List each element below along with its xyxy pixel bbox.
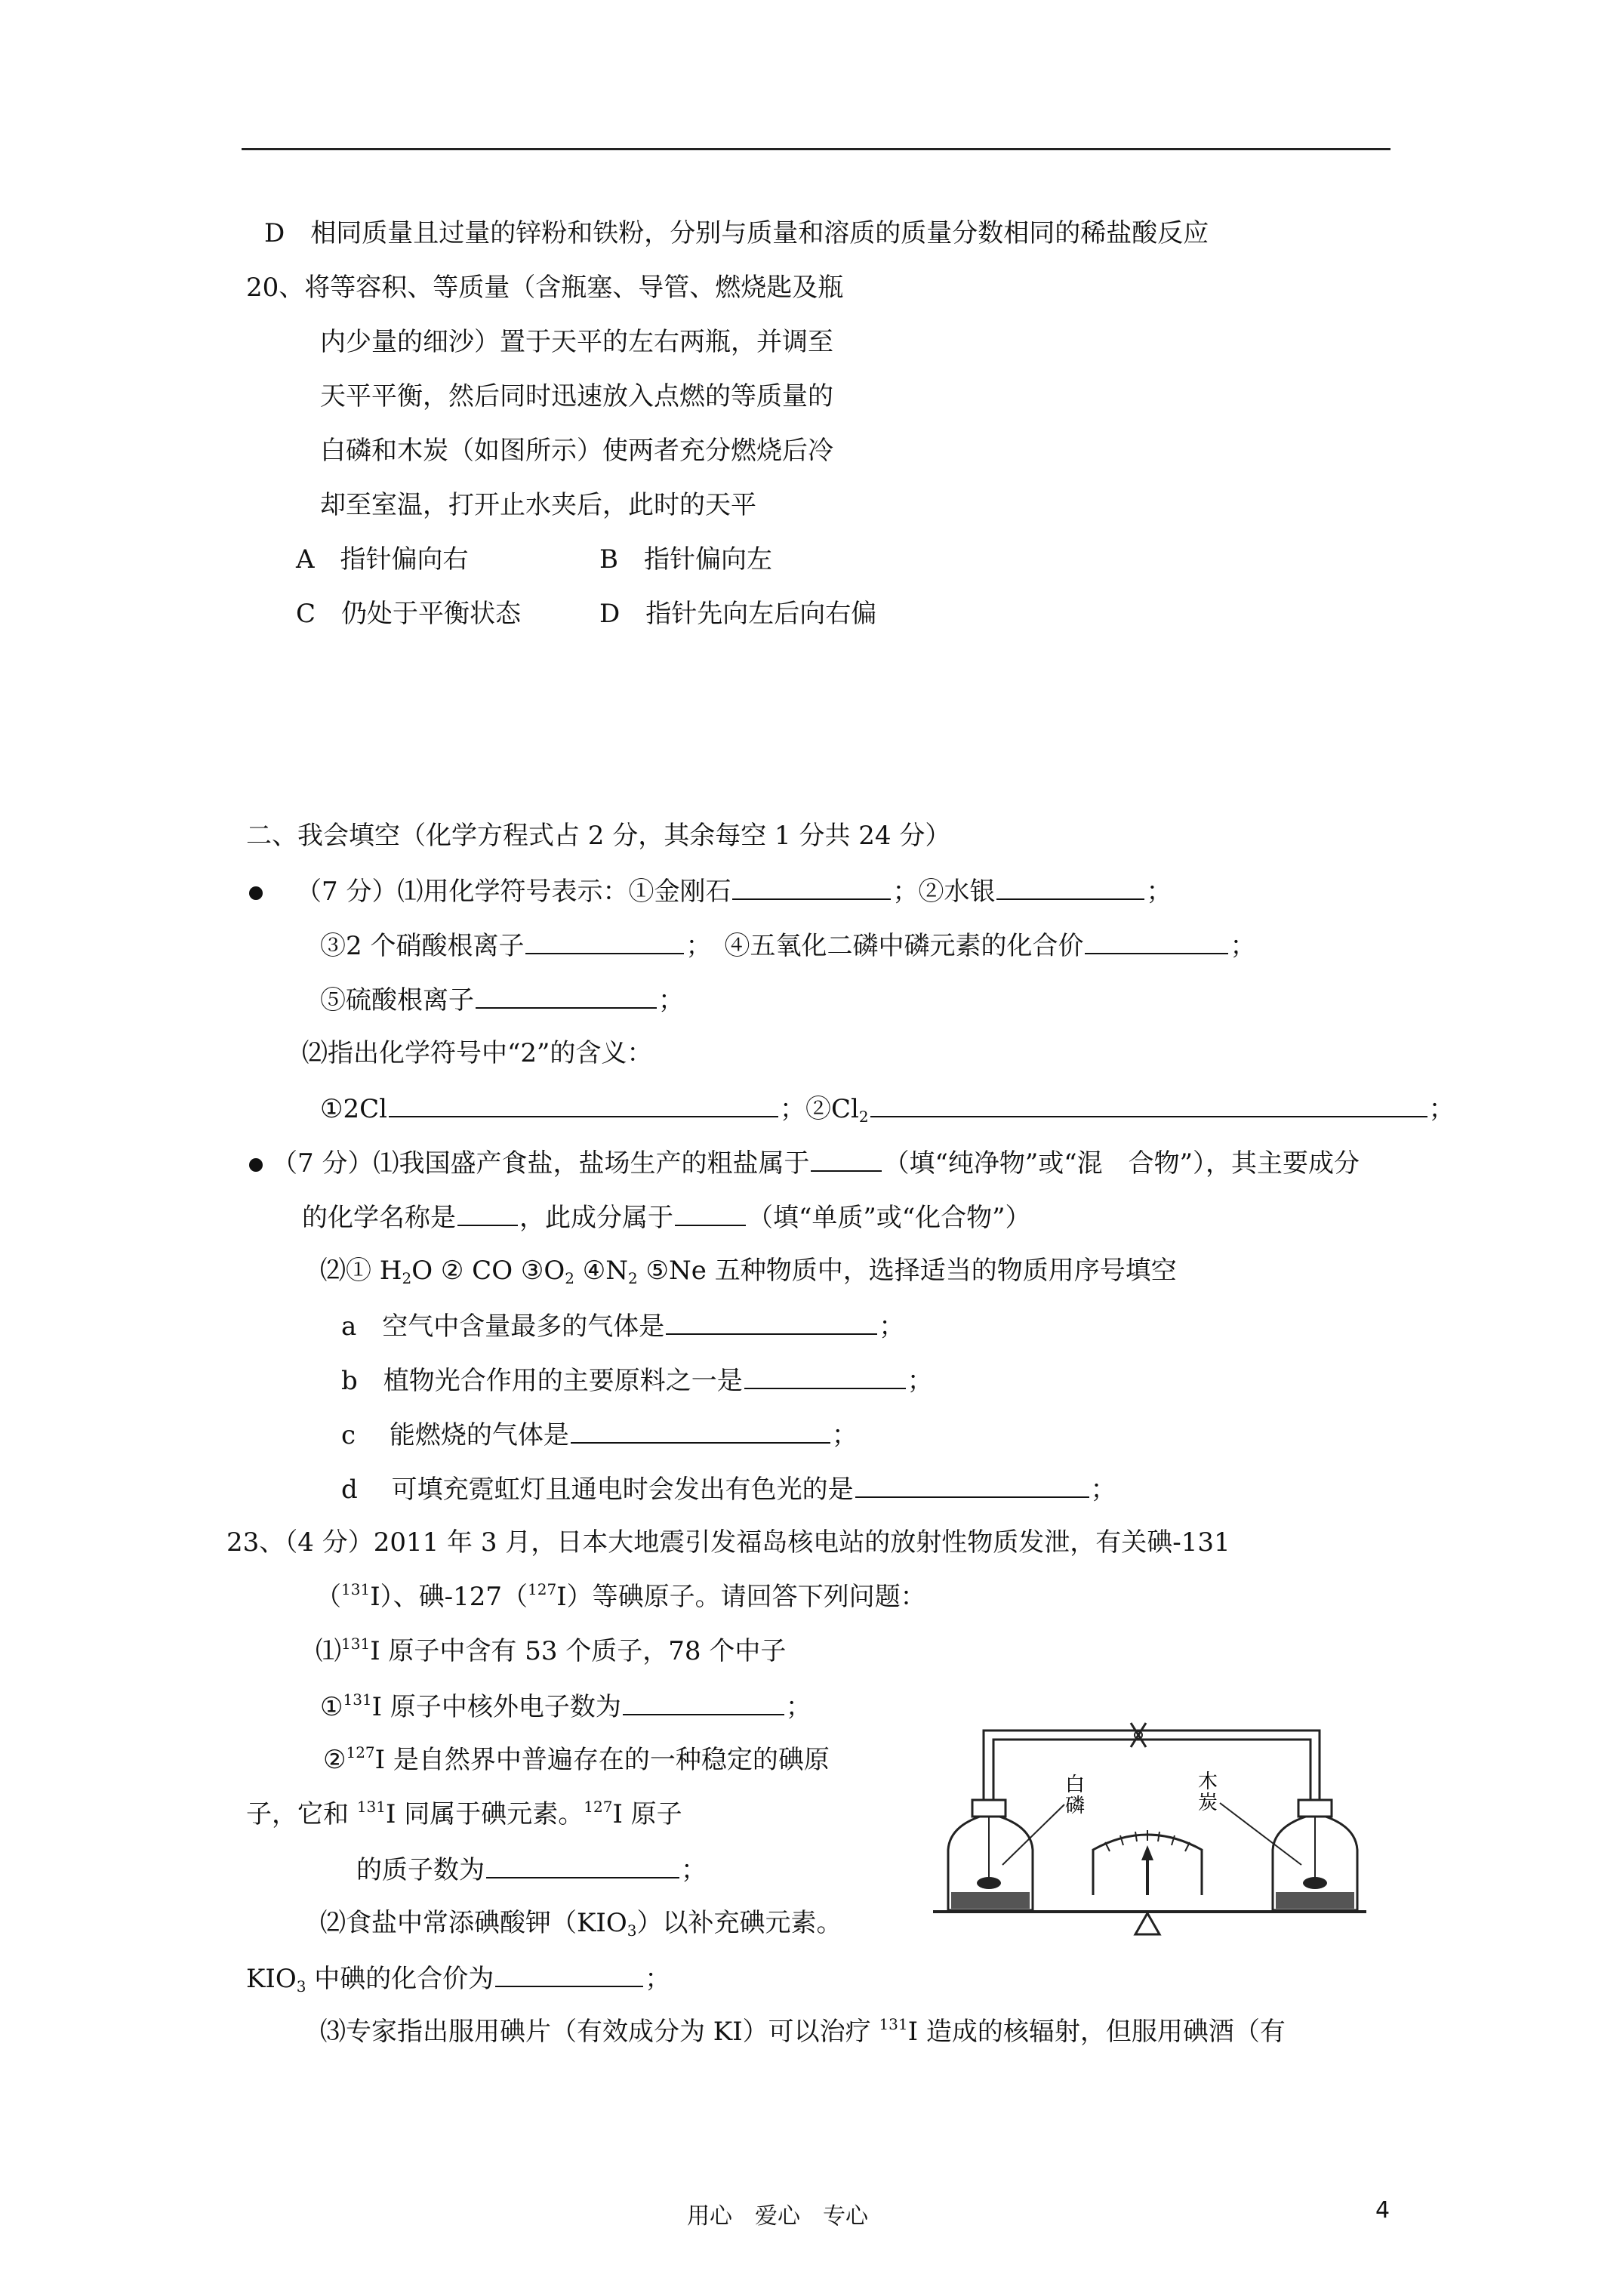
q23-line-4: ①$^{131}$I 原子中核外电子数为 ； xyxy=(320,1688,812,1724)
answer-blank[interactable] xyxy=(389,1090,778,1117)
answer-blank[interactable] xyxy=(525,927,684,954)
q22-line-c: c 能燃烧的气体是 ； xyxy=(341,1416,858,1453)
q21-line-1: （7 分）⑴用化学符号表示：①金刚石 ；②水银 ； xyxy=(249,873,1172,909)
q20-stem-3: 天平平衡，然后同时迅速放入点燃的等质量的 xyxy=(320,381,833,411)
answer-blank[interactable] xyxy=(495,1960,643,1987)
page-number: 4 xyxy=(1375,2197,1390,2224)
answer-blank[interactable] xyxy=(623,1688,784,1715)
q23-line-1: 23、（4 分）2011 年 3 月，日本大地震引发福岛核电站的放射性物质发泄，有关碘-131 xyxy=(226,1527,1230,1558)
q23-line-8: ⑵食盐中常添碘酸钾$(KIO_3)$以补充碘元素。 xyxy=(320,1908,842,1940)
bullet-icon xyxy=(249,886,263,900)
header-rule xyxy=(242,148,1390,150)
label-mu: 木 xyxy=(1197,1771,1218,1793)
q20-option-a: A 指针偏向右 xyxy=(296,544,469,575)
q22-line-1: （7 分）⑴我国盛产食盐，盐场生产的粗盐属于 （填“纯净物”或“混 合物”），其主要成分 xyxy=(249,1145,1360,1181)
answer-blank[interactable] xyxy=(476,982,657,1009)
q20-stem-4: 白磷和木炭（如图所示）使两者充分燃烧后冷 xyxy=(320,436,833,466)
clamp-icon xyxy=(1131,1723,1146,1747)
answer-blank[interactable] xyxy=(486,1851,679,1878)
q20-stem-2: 内少量的细沙）置于天平的左右两瓶，并调至 xyxy=(320,327,833,357)
q20-option-c: C 仍处于平衡状态 xyxy=(296,599,522,629)
q22-line-a: a 空气中含量最多的气体是 ； xyxy=(341,1308,904,1344)
q21-line-2: ③2 个硝酸根离子 ； ④五氧化二磷中磷元素的化合价 ； xyxy=(320,927,1255,963)
q20-stem-1: 20、将等容积、等质量（含瓶塞、导管、燃烧匙及瓶 xyxy=(246,273,844,303)
q22-line-2: 的化学名称是 ，此成分属于 （填“单质”或“化合物”） xyxy=(302,1199,1031,1235)
q23-line-9: $KIO_3$ 中碘的化合价为 ； xyxy=(246,1960,670,1996)
q21-line-5: ①2Cl ；$②Cl_2$ ； xyxy=(320,1090,1455,1126)
q23-line-5: ②$^{127}$I 是自然界中普遍存在的一种稳定的碘原 xyxy=(323,1743,830,1775)
answer-blank[interactable] xyxy=(675,1199,746,1226)
answer-blank[interactable] xyxy=(855,1471,1089,1498)
answer-blank[interactable] xyxy=(571,1416,830,1444)
answer-blank[interactable] xyxy=(457,1199,518,1226)
label-lin: 磷 xyxy=(1064,1795,1086,1817)
q22-line-b: b 植物光合作用的主要原料之一是 ； xyxy=(341,1362,933,1398)
answer-blank[interactable] xyxy=(870,1090,1427,1117)
answer-blank[interactable] xyxy=(1085,927,1228,954)
footer-motto: 用心 爱心 专心 xyxy=(687,2203,868,2230)
answer-blank[interactable] xyxy=(666,1308,877,1335)
answer-blank[interactable] xyxy=(996,873,1144,900)
balance-diagram xyxy=(927,1721,1372,1940)
q21-line-3: ⑤硫酸根离子 ； xyxy=(320,982,684,1018)
answer-blank[interactable] xyxy=(744,1362,906,1389)
q20-option-d: D 指针先向左后向右偏 xyxy=(599,599,877,629)
right-bottle xyxy=(1273,1800,1357,1910)
q23-line-7: 的质子数为 ； xyxy=(356,1851,707,1888)
q22-line-d: d 可填充霓虹灯且通电时会发出有色光的是 ； xyxy=(341,1471,1116,1507)
answer-blank[interactable] xyxy=(732,873,891,900)
label-tan: 炭 xyxy=(1197,1792,1218,1814)
q21-line-4: ⑵指出化学符号中“2”的含义： xyxy=(302,1038,653,1068)
q23-line-3: ⑴$^{131}$I 原子中含有 53 个质子，78 个中子 xyxy=(316,1635,787,1666)
answer-blank[interactable] xyxy=(811,1145,882,1172)
q20-stem-5: 却至室温，打开止水夹后，此时的天平 xyxy=(320,490,756,520)
q23-line-10: ⑶专家指出服用碘片（有效成分为 KI）可以治疗 $^{131}$I 造成的核辐射，但服用碘酒（有 xyxy=(320,2015,1286,2047)
q19-option-d: D 相同质量且过量的锌粉和铁粉，分别与质量和溶质的质量分数相同的稀盐酸反应 xyxy=(264,218,1209,248)
left-bottle xyxy=(948,1800,1033,1910)
q20-option-b: B 指针偏向左 xyxy=(599,544,772,575)
bullet-icon xyxy=(249,1158,263,1172)
label-bai: 白 xyxy=(1064,1774,1086,1796)
q23-line-2: （$^{131}$I）、碘-127（$^{127}$I）等碘原子。请回答下列问题： xyxy=(316,1580,926,1612)
q23-line-6: 子，它和 $^{131}$I 同属于碘元素。$^{127}$I 原子 xyxy=(246,1798,682,1829)
q22-line-3: ⑵① $H_2O$ ② CO $③O_2$ $④N_2$ ⑤Ne 五种物质中，选择适当的物质用序号填空 xyxy=(320,1256,1177,1287)
section2-title: 二、我会填空（化学方程式占 2 分，其余每空 1 分共 24 分） xyxy=(246,821,951,851)
